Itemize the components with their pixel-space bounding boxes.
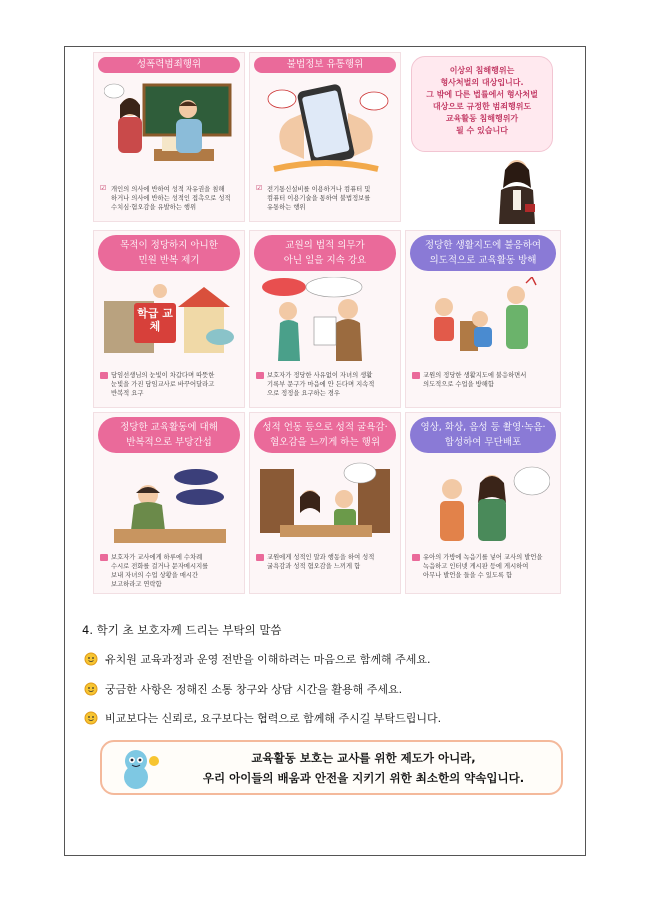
texting-illustration — [104, 459, 234, 547]
infringement-grid — [93, 52, 561, 594]
kindergarten-illustration — [104, 277, 234, 361]
panel-desc: 유아의 가방에 녹음기를 넣어 교사의 발언을 녹음하고 인터넷 게시판 등에 게시하여 아무나 발언을 들을 수 있도록 함 — [412, 553, 556, 580]
bullet-marker — [100, 554, 108, 561]
check-icon: ☑ — [256, 184, 263, 192]
bullet-marker — [412, 554, 420, 561]
bullet-marker — [256, 372, 264, 379]
section-title: 4. 학기 초 보호자께 드리는 부탁의 말씀 — [82, 623, 282, 637]
panel-complaint — [93, 230, 245, 408]
request-item: 비교보다는 신뢰로, 요구보다는 협력으로 함께해 주시길 부탁드립니다. — [84, 710, 441, 726]
panel-desc: 교원에게 성적인 말과 행동을 하여 성적 굴욕감과 성적 혐오감을 느끼게 함 — [256, 553, 396, 571]
panel-desc: 담임선생님의 눈빛이 차갑다며 따뜻한 눈빛을 가진 담임교사로 바꾸어달라고 반복적 요구 — [100, 371, 240, 398]
note-bubble: 이상의 침해행위는 형사처벌의 대상입니다. 그 밖에 다른 법률에서 형사처벌 대상으로 규정한 범죄행위도 교육활동 침해행위가 될 수 있습니다 — [411, 56, 553, 152]
classroom-illustration — [104, 79, 234, 175]
check-icon: ☑ — [100, 184, 107, 192]
note-area — [405, 52, 561, 222]
bullet-marker — [100, 372, 108, 379]
panel-illegal-info — [249, 52, 401, 222]
panel-title: 정당한 생활지도에 불응하여 의도적으로 교육활동 방해 — [410, 235, 556, 271]
panel-disruption — [405, 230, 561, 408]
panel-title: 성폭력범죄행위 — [98, 57, 240, 73]
teacher-illustration — [489, 154, 549, 224]
parent-teacher-illustration — [260, 277, 390, 361]
panel-desc: ☑ 전기통신설비를 이용하거나 컴퓨터 및 컴퓨터 이용기술을 통하여 불법정보를 유통하는 행위 — [256, 184, 371, 211]
panel-interference — [93, 412, 245, 594]
panel-desc: 보호자가 정당한 사유없이 자녀의 생활 기록부 문구가 마음에 안 든다며 지속적 으로 정정을 요구하는 경우 — [256, 371, 396, 398]
panel-obligation — [249, 230, 401, 408]
panel-desc: 교원의 정당한 생활지도에 불응하면서 의도적으로 수업을 방해함 — [412, 371, 556, 389]
panel-desc: 보호자가 교사에게 하루에 수차례 수시로 전화를 걸거나 문자메시지를 보내 자녀의 수업 상황을 매시간 보고하라고 연락함 — [100, 553, 240, 589]
request-item: 유치원 교육과정과 운영 전반을 이해하려는 마음으로 함께해 주세요. — [84, 651, 431, 667]
request-item: 궁금한 사항은 정해진 소통 창구와 상담 시간을 활용해 주세요. — [84, 681, 402, 697]
library-illustration — [260, 459, 390, 547]
panel-title: 성적 언동 등으로 성적 굴욕감· 혐오감을 느끼게 하는 행위 — [254, 417, 396, 453]
class-change-sign: 학급 교체 — [137, 307, 173, 333]
panel-title: 목적이 정당하지 아니한 민원 반복 제기 — [98, 235, 240, 271]
panel-desc: ☑ 개인의 의사에 반하여 성적 자유권을 침해 하거나 의사에 반하는 성적인 접촉으로 성적 수치심·혐오감을 유발하는 행위 — [100, 184, 231, 211]
smiley-sun-icon — [84, 682, 98, 696]
panel-sexual-remarks — [249, 412, 401, 594]
notice-box — [100, 740, 563, 795]
smiley-sun-icon — [84, 711, 98, 725]
notice-line-2: 우리 아이들의 배움과 안전을 지키기 위한 최소한의 약속입니다. — [202, 771, 525, 785]
children-illustration — [416, 277, 550, 361]
recording-illustration — [416, 459, 550, 547]
panel-title: 불법정보 유통행위 — [254, 57, 396, 73]
phone-illustration — [260, 79, 390, 175]
panel-title: 정당한 교육활동에 대해 반복적으로 부당간섭 — [98, 417, 240, 453]
panel-title: 교원의 법적 의무가 아닌 일을 지속 강요 — [254, 235, 396, 271]
smiley-sun-icon — [84, 652, 98, 666]
bullet-marker — [256, 554, 264, 561]
panel-title: 영상, 화상, 음성 등 촬영·녹음· 합성하여 무단배포 — [410, 417, 556, 453]
panel-sexual-crime — [93, 52, 245, 222]
panel-recording — [405, 412, 561, 594]
notice-line-1: 교육활동 보호는 교사를 위한 제도가 아니라, — [251, 751, 476, 765]
bullet-marker — [412, 372, 420, 379]
